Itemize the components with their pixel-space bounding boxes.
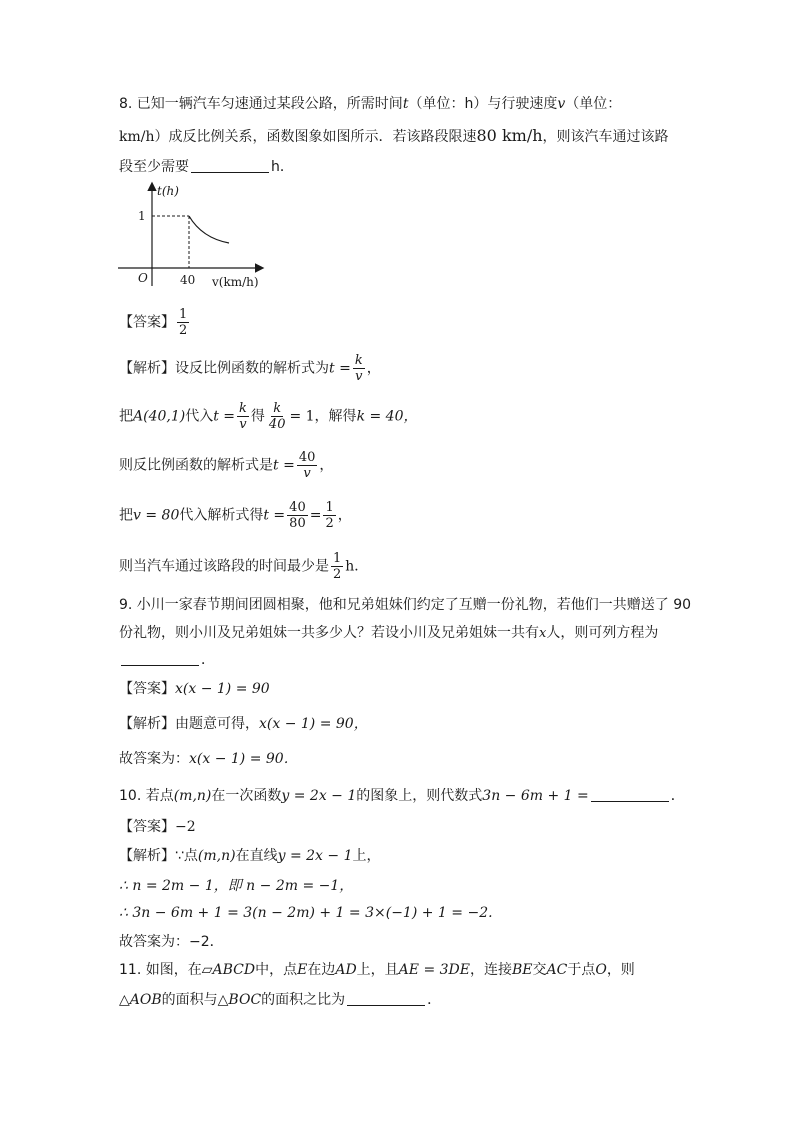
analysis-text: 设反比例函数的解析式为: [175, 360, 329, 377]
q11-line-1: [119, 960, 635, 980]
fraction: [177, 307, 189, 338]
q10-text: 10. 若点: [119, 788, 174, 804]
fraction: [323, 500, 335, 531]
math-expr: AC: [546, 962, 568, 978]
analysis-text: 把: [119, 507, 133, 524]
q8-text: ，则该汽车通过该路: [542, 129, 669, 145]
frac-den: 80: [289, 516, 306, 531]
answer-label: 【答案】: [119, 314, 175, 331]
q8-speed-limit: 80 km/h: [476, 126, 543, 145]
q8-analysis-2: [119, 401, 418, 432]
math-expr: AE = 3DE: [398, 962, 470, 978]
math-expr: x: [539, 626, 547, 641]
q8-answer: [119, 307, 191, 338]
analysis-text: 上，: [352, 848, 381, 864]
frac-den: v: [303, 466, 311, 481]
analysis-text: 故答案为：: [119, 751, 189, 767]
analysis-label: 【解析】: [119, 848, 175, 864]
q9-text: 人，则可列方程为: [546, 625, 659, 641]
punct: ，: [319, 457, 334, 474]
math-expr: x(x − 1) = 90．: [189, 751, 298, 767]
math-expr: x(x − 1) = 90，: [259, 716, 368, 732]
math-expr: y = 2x − 1: [277, 848, 353, 864]
math-expr: x(x − 1) = 90: [175, 681, 270, 697]
q11-text: ，则: [606, 962, 635, 978]
analysis-text: 在直线: [235, 848, 278, 864]
q10-line-1: [119, 786, 685, 806]
q8-line-3: [119, 157, 294, 177]
q9-line-3: [119, 650, 215, 670]
math-expr: 3n − 6m + 1 =: [482, 788, 589, 804]
fraction: [353, 353, 365, 384]
math-expr: y = 2x − 1: [281, 788, 357, 804]
frac-num: k: [354, 353, 363, 368]
answer-label: 【答案】: [119, 681, 175, 697]
math-expr: O: [595, 962, 607, 978]
q10-analysis-3: ∴ 3n − 6m + 1 = 3(n − 2m) + 1 = 3×(−1) + 1 = −2.: [119, 905, 493, 921]
math-expr: △AOB: [119, 992, 162, 1008]
math-expr: t =: [273, 457, 295, 474]
frac-den: v: [355, 369, 363, 384]
math-expr: k = 40，: [356, 408, 418, 425]
frac-den: 2: [325, 516, 334, 531]
math-expr: −2: [175, 819, 196, 835]
frac-num: k: [273, 401, 282, 416]
q10-text: 在一次函数: [211, 788, 282, 804]
analysis-text: 代入: [185, 408, 214, 425]
q8-text: h．: [271, 159, 294, 175]
analysis-label: 【解析】: [119, 360, 175, 377]
q10-text: 的图象上，则代数式: [356, 788, 483, 804]
q8-text: （单位：h）与行驶速度: [408, 96, 558, 112]
punct: ，: [366, 360, 381, 377]
math-expr: t =: [329, 360, 351, 377]
frac-den: 40: [268, 417, 286, 432]
fraction: [297, 450, 318, 481]
q8-analysis-4: [119, 500, 352, 531]
q8-analysis-5: [119, 551, 368, 582]
q9-text: 份礼物，则小川及兄弟姐妹一共多少人？若设小川及兄弟姐妹一共有: [119, 625, 539, 641]
q11-text: 的面积与: [161, 992, 218, 1008]
fraction: [287, 500, 308, 531]
analysis-text: 代入解析式得: [179, 507, 264, 524]
y-tick-label: 1: [138, 209, 146, 223]
math-expr: △BOC: [217, 992, 262, 1008]
answer-blank: [347, 991, 425, 1006]
q11-text: ，连接: [469, 962, 512, 978]
math-expr: AD: [335, 962, 357, 978]
answer-blank: [121, 651, 199, 666]
q9-answer: [119, 679, 270, 699]
q10-analysis-1: [119, 846, 380, 866]
q11-text: 在边: [307, 962, 336, 978]
q11-text: 交: [532, 962, 547, 978]
x-axis-label: v(km/h): [212, 275, 259, 289]
math-expr: (m,n): [197, 848, 236, 864]
math-expr: E: [297, 962, 308, 978]
q9-conclusion: [119, 749, 298, 769]
q8-unit: km/h: [119, 129, 155, 145]
q8-function-graph: [116, 180, 276, 290]
q8-line-1: [119, 94, 621, 114]
math-expr: t =: [213, 408, 236, 425]
punct: ．: [201, 652, 215, 668]
y-axis-label: t(h): [157, 184, 179, 198]
punct: ．: [427, 992, 442, 1008]
frac-num: 1: [333, 551, 342, 566]
hyperbola-curve: [189, 216, 229, 243]
q8-text: 8. 已知一辆汽车匀速通过某段公路，所需时间: [119, 96, 403, 112]
answer-blank: [191, 158, 269, 173]
analysis-label: 【解析】: [119, 716, 175, 732]
frac-num: 40: [289, 500, 306, 515]
math-expr: v = 80: [133, 507, 180, 524]
analysis-text: ∵点: [175, 848, 198, 864]
analysis-text: 则反比例函数的解析式是: [119, 457, 273, 474]
math-expr: = 1，解得: [289, 408, 357, 425]
punct: ，: [337, 507, 352, 524]
q8-line-2: [119, 126, 669, 147]
punct: ．: [670, 788, 685, 804]
frac-den: v: [239, 417, 247, 432]
math-expr: (m,n): [173, 788, 212, 804]
fraction: [237, 401, 249, 432]
q11-text: 于点: [567, 962, 596, 978]
q10-answer: [119, 817, 196, 837]
q8-text: （单位：: [565, 96, 622, 112]
analysis-text: 得: [250, 408, 265, 425]
q8-text: 段至少需要: [119, 159, 189, 175]
q9-analysis: [119, 714, 368, 734]
analysis-text: 则当汽车通过该路段的时间最少是: [119, 558, 329, 575]
analysis-text: 由题意可得，: [175, 716, 259, 732]
origin-label: O: [138, 271, 148, 285]
fraction: [267, 401, 288, 432]
q11-line-2: [119, 990, 441, 1010]
q10-analysis-2: ∴ n = 2m − 1，即 n − 2m = −1，: [119, 878, 354, 894]
frac-num: 1: [179, 307, 188, 322]
fraction: [331, 551, 343, 582]
x-tick-label: 40: [180, 273, 196, 287]
q8-text: ）成反比例关系，函数图象如图所示．若该路段限速: [154, 129, 477, 145]
math-expr: =: [309, 507, 322, 524]
analysis-text: 把: [119, 408, 133, 425]
frac-den: 2: [179, 323, 188, 338]
q8-analysis-1: [119, 353, 381, 384]
math-expr: t =: [263, 507, 286, 524]
frac-num: 1: [325, 500, 334, 515]
frac-num: 40: [298, 450, 316, 465]
frac-den: 2: [333, 567, 342, 582]
q11-text: 中，点: [255, 962, 298, 978]
math-expr: ▱ABCD: [201, 962, 256, 978]
q8-v-symbol: v: [557, 96, 566, 112]
q11-text: 上，且: [356, 962, 399, 978]
q10-conclusion: 故答案为：−2．: [119, 934, 224, 950]
q11-text: 的面积之比为: [261, 992, 346, 1008]
q8-analysis-3: [119, 450, 333, 481]
q11-text: 11. 如图，在: [119, 962, 202, 978]
math-expr: A(40,1): [133, 408, 186, 425]
answer-label: 【答案】: [119, 819, 175, 835]
q9-text: 9. 小川一家春节期间团圆相聚，他和兄弟姐妹们约定了互赠一份礼物，若他们一共赠送了 90: [119, 597, 692, 613]
q9-line-1: [119, 595, 691, 615]
frac-num: k: [239, 401, 247, 416]
q9-line-2: [119, 623, 658, 644]
analysis-text: h．: [345, 558, 369, 575]
math-expr: BE: [511, 962, 533, 978]
q8-t-symbol: t: [402, 96, 409, 112]
answer-blank: [591, 787, 669, 802]
